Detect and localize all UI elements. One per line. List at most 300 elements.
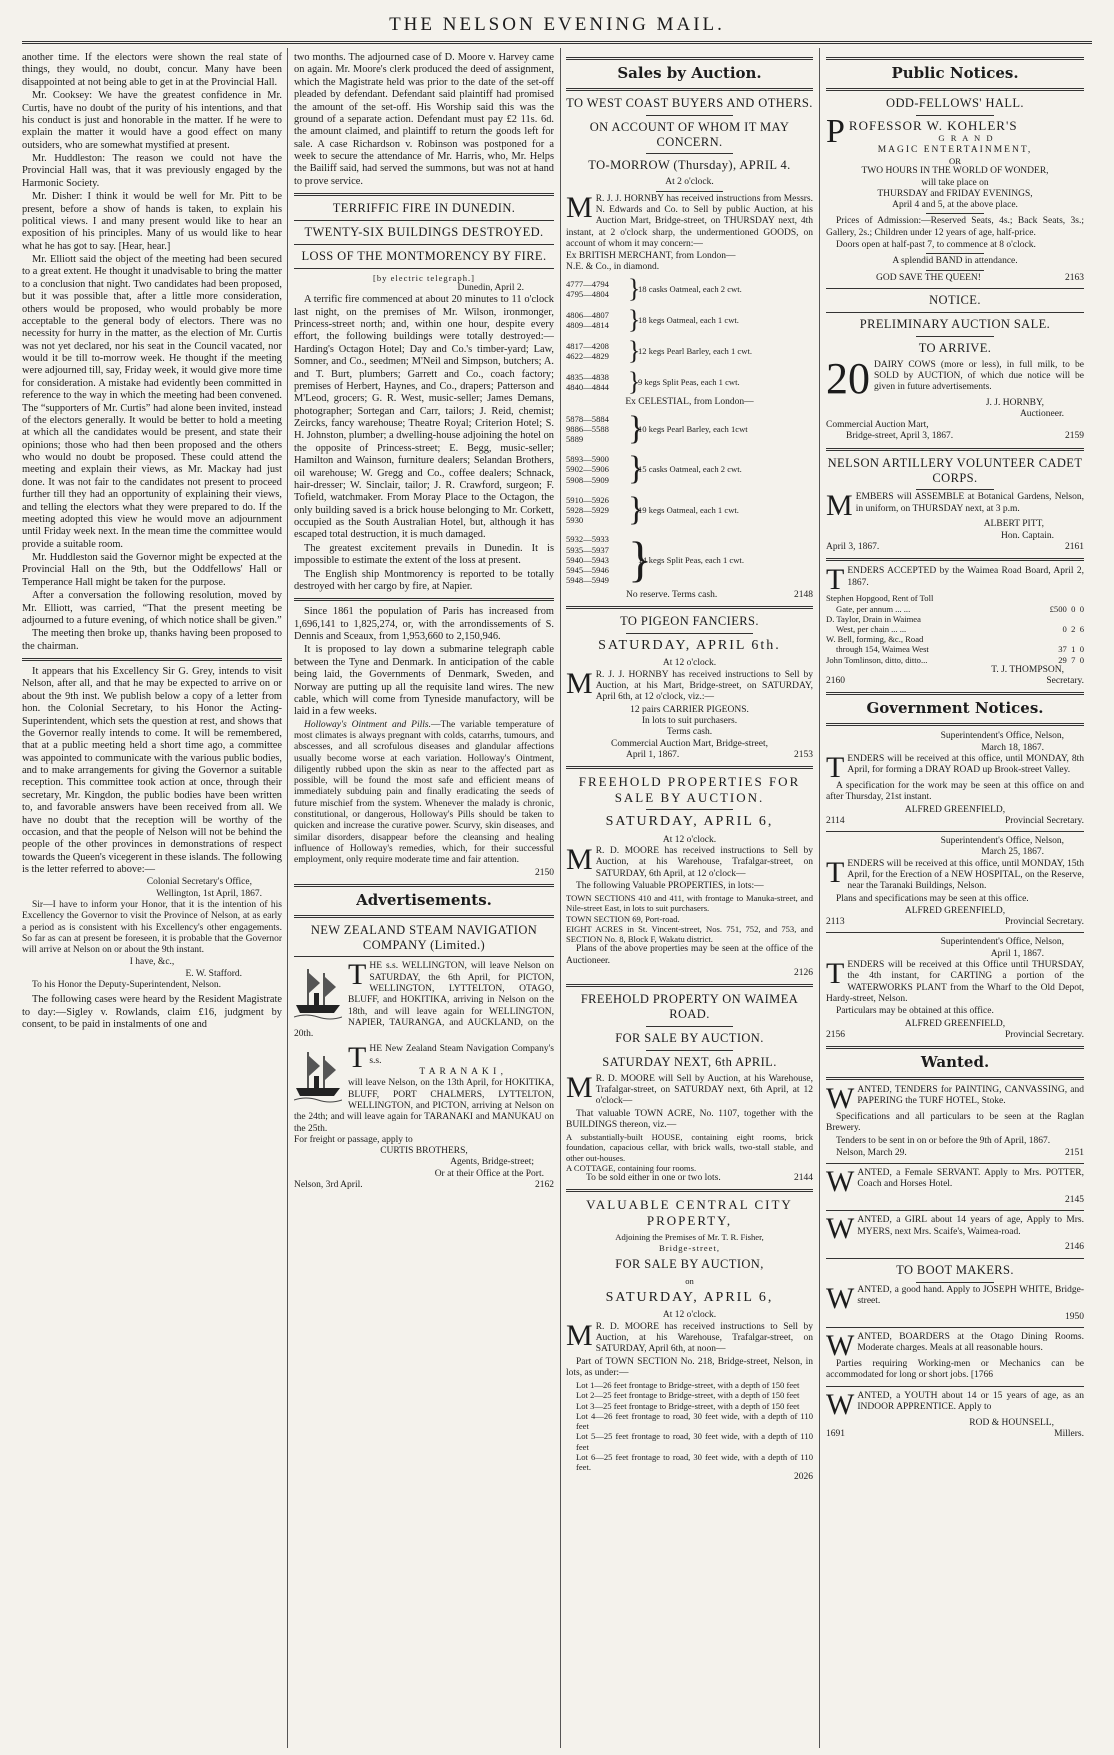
tender-amount: £500 0 0 (1049, 603, 1084, 614)
section-rule (566, 88, 813, 91)
brace-mark: } (628, 273, 641, 303)
signer-title: Secretary. (1046, 676, 1084, 687)
dropcap-letter: M (566, 1318, 593, 1352)
article-paragraph: Mr. Elliott said the object of the meeting had been secured to a great extent. He thought it unadvisable to bring the matter to a conclusion that night. Two candidates had been proposed, but it was possible that, after a little more consideration, others would be proposed, who would probably be more acceptable to the general body of electors. There was no necessity for hurry in the matter, as the election of Mr. Curtis was not yet declared, nor his seat in the Council vacated, nor would it be till to-morrow week. He thought if the meeting were adjourned till, say, Friday week, it would give more time for consideration. A mistake had evidently been committed in reference to the way in which the meeting had been convened. The “supporters of Mr. Curtis” had alone been invited, instead of the electors generally. It would be better to hold a meeting at which all the candidates would be present, and state their opinions; those who had then been proposed and the others who would no doubt be proposed. These could attend the meeting and explain their views, as Mr. Mackay had just done. It was not fair to the candidates not present to proceed further till they had an opportunity of explaining their views, and telling the electors what they were prepared to do. If the meeting adopted this view he would move an adjournment until Friday week next. In the mean time the committee would provide a suitable room. (22, 254, 282, 550)
dateline: Dunedin, April 2. (457, 282, 524, 293)
column-divider (560, 48, 561, 1748)
rule (626, 633, 753, 634)
dropcap-letter: W (826, 1387, 855, 1421)
dropcap-letter: W (826, 1082, 855, 1115)
lot-number: 4835—4838 (566, 371, 609, 382)
brace-mark: } (628, 335, 641, 365)
auction-date: SATURDAY, APRIL 6, (605, 814, 774, 830)
fire-headline: TERRIFFIC FIRE IN DUNEDIN. (332, 201, 516, 216)
notice-subheading: TO ARRIVE. (918, 340, 992, 355)
section-rule (826, 1077, 1084, 1080)
section-rule (566, 984, 813, 987)
lot-row (566, 409, 813, 449)
notice-body: ENDERS will be received at this office, until MONDAY, 8th April, for forming a DRAY ROAD up Brook-street Valley. (847, 753, 1084, 776)
lot-number: 4817—4208 (566, 340, 609, 351)
brace-mark: } (628, 450, 645, 488)
auction-heading: VALUABLE CENTRAL CITY PROPERTY, (586, 1197, 793, 1228)
wanted-text: Tenders to be sent in on or before the 9th of April, 1867. (836, 1135, 1051, 1146)
lot-row (566, 305, 813, 336)
letter-addressee: To his Honor the Deputy-Superintendent, Nelson. (32, 980, 222, 991)
rule (294, 268, 554, 269)
ship-mark: N.E. & Co., in diamond. (566, 262, 660, 273)
admission-prices: Prices of Admission:—Reserved Seats, 4s.; Back Seats, 3s.; Gallery, 2s.; Children under 12 years of age, half-price. (826, 216, 1084, 238)
rule (826, 1163, 1084, 1164)
nz-taranaki-intro: HE New Zealand Steam Navigation Company's s.s. (369, 1044, 554, 1066)
auction-subheading: FOR SALE BY AUCTION. (615, 1030, 764, 1045)
lot-row (566, 367, 813, 398)
ad-number: 2150 (535, 867, 554, 878)
lot-number: 5930 (566, 515, 584, 525)
tender-list (826, 593, 1084, 665)
auction-mart: Commercial Auction Mart, Bridge-street, (611, 738, 768, 749)
ship-origin: Ex CELESTIAL, from London— (625, 397, 754, 408)
office-line: Superintendent's Office, Nelson, (940, 731, 1064, 742)
column-divider (819, 48, 820, 1748)
ad-number: 2151 (1065, 1147, 1084, 1158)
agent-address: Agents, Bridge-street; (450, 1157, 534, 1168)
lot-row (566, 274, 813, 305)
article-paragraph: two months. The adjourned case of D. Moore v. Harvey came on again. Mr. Moore's clerk produced the deed of assignment, which the Magistrate held was prior to the date of the set-off pleaded by defendant. Defendant said plaintiff had promised the amount of the set-off. His Worship said this was the ground of a separate action. Defendant must pay £2 11s. 6d. the amount claimed, and plaintiff to return the goods left for sale. A case Richardson v. Robinson was postponed for a week to secure the attendance of Mr. Harris, who, Mr. Helps the Bailiff said, had served the summons, but was not at hand to prove service. (294, 52, 554, 187)
section-rule (566, 57, 813, 60)
wanted-body: ANTED, a Female SERVANT. Apply to Mrs. POTTER, Coach and Horses Hotel. (857, 1168, 1084, 1190)
dropcap-letter: W (826, 1165, 855, 1199)
auction-subheading: ON ACCOUNT OF WHOM IT MAY CONCERN. (589, 119, 790, 149)
signer-name: T. J. THOMPSON, (991, 664, 1064, 675)
auction-plans: Plans of the above properties may be seen at the office of the Auctioneer. (566, 944, 813, 966)
auction-terms: To be sold either in one or two lots. (586, 1173, 721, 1184)
auction-date: SATURDAY, APRIL 6th. (598, 637, 781, 653)
ad-number: 2153 (794, 749, 813, 760)
notice-body: ENDERS ACCEPTED by the Waimea Road Board, April 2, 1867. (847, 566, 1084, 588)
section-rule (826, 88, 1084, 91)
article-paragraph: It appears that his Excellency Sir G. Grey, intends to visit Nelson, after all, and that he may be expected to arrive on or about the 9th inst. We publish below a copy of a letter from hon. the Colonial Secretary, to his Honor the Acting-Superintendent, which sets the question at rest, and shows that the Governor really intends to come. It will be remembered, that at a public meeting held a short time ago, a committee was appointed to communicate with the various public bodies, and to make arrangements for giving the Governor a suitable reception. This committee took action at once, through their secretary, Mr. Kingdon, the public bodies have been written to, and favorable answers have been received from all. We have no doubt that the reception will be worthy of the occasion, and that the people of Nelson will not be behind the people of the other provinces in demonstrations of respect towards the Queen's vicegerent in these islands. The following is the letter referred to above:— (22, 666, 282, 875)
show-dates: April 4 and 5, at the above place. (892, 200, 1018, 211)
tender-detail: West, per chain ... ... (836, 624, 907, 635)
section-rule (826, 1046, 1084, 1049)
column-1 (22, 52, 282, 1752)
rule (926, 213, 984, 214)
tender-name: D. Taylor, Drain in Waimea (826, 613, 921, 624)
office-line: Superintendent's Office, Nelson, (940, 937, 1064, 948)
notice-body: ENDERS will be received at this Office until THURSDAY, the 4th instant, for CARTING a portion of the WATERWORKS PLANT from the Wharf to the Old Depot, Hardy-street, Nelson. (826, 960, 1084, 1004)
lot-number: 5940—5943 (566, 554, 609, 565)
holloway-title: Holloway's Ointment and Pills. (304, 719, 431, 730)
lot-item: Lot 6—25 feet frontage to road, 30 feet wide, with a depth of 110 feet. (576, 1451, 813, 1472)
article-paragraph: It is proposed to lay down a submarine telegraph cable between the Tyne and Denmark. In anticipation of the cable being laid, the Governments of Denmark, Sweden, and Norway are putting up all the requisite land wires. The new cable, which will come from Tyneside manufactory, will be laid in a few weeks. (294, 644, 554, 718)
tender-row (826, 593, 1084, 613)
ad-date: Nelson, March 29. (836, 1147, 907, 1158)
lot-number: 5910—5926 (566, 494, 609, 505)
grand-label: G R A N D (938, 133, 995, 144)
lot-description: 18 kegs Oatmeal, each 1 cwt. (638, 315, 739, 326)
auction-text: That valuable TOWN ACRE, No. 1107, together with the BUILDINGS thereon, viz.— (566, 1108, 813, 1130)
section-rule (566, 766, 813, 769)
article-paragraph: A terrific fire commenced at about 20 minutes to 11 o'clock last night, on the premises of Mr. Wilson, ironmonger, Princess-street north; and, within one hour, despite every effort, the following buildings were totally destroyed:—Harding's Octagon Hotel; Day and Co.'s timber-yard; Law, Somner, and Co., seedmen; M'Neil and Simpson, butchers; A. and T. Burt, plumbers; Garrett and Co., coach factory; premises of Herbert, Haynes, and Co., drapers; Patterson and M'Leod, grocers; G. R. West, music-seller; James Demans, photographer; Sortegan and Carr, tailors; J. Reid, chemist; Zeircks, fancy warehouse; Theatre Royal; Criterion Hotel; S. H. Johnston, plumber; a dwelling-house adjoining the hotel on the opposite of Princess-street; E. Begg, music-seller; Hamilton and Wainson, furniture dealers; Selandan Brothers, oil warehouse; W. Gregg and Co., coffee dealers; Schnack, hair-dresser; W. Sinclair, tailor; J. R. Crawford, surgeon; F. Tofield, watchmaker. From Moray Place to the Octagon, the only building saved is a brick house belonging to Mr. Corkett, occupied as the South Australian Hotel, but, although it has escaped total destruction, it is much damaged. (294, 294, 554, 541)
column-2 (294, 52, 554, 1752)
lot-number: 5932—5933 (566, 534, 609, 545)
lot-description: 18 casks Oatmeal, each 2 cwt. (638, 284, 742, 295)
auction-lots: In lots to suit purchasers. (641, 715, 738, 726)
letter-signature: E. W. Stafford. (185, 968, 242, 979)
show-days: THURSDAY and FRIDAY EVENINGS, (877, 188, 1033, 199)
notice-heading: ODD-FELLOWS' HALL. (886, 95, 1024, 110)
wanted-body: ANTED, a YOUTH about 14 or 15 years of age, as an INDOOR APPRENTICE. Apply to (857, 1390, 1084, 1412)
ad-number: 2156 (826, 1029, 845, 1040)
section-rule (566, 606, 813, 609)
fire-subheadline: TWENTY-SIX BUILDINGS DESTROYED. (304, 225, 544, 239)
lot-description: 9 kegs Split Peas, each 1 cwt. (638, 376, 740, 387)
section-heading-advertisements: Advertisements. (356, 890, 492, 909)
notice-heading: TO BOOT MAKERS. (896, 1262, 1014, 1277)
auction-time: At 12 o'clock. (662, 1310, 717, 1321)
section-rule (826, 57, 1084, 60)
rule (646, 809, 733, 810)
article-paragraph: After a conversation the following resolution, moved by Mr. Elliott, was carried, “That the present meeting be adjourned to a future evening, of which notice shall be given.” (22, 590, 282, 626)
ad-number: 2113 (826, 917, 845, 928)
auction-body: R. D. MOORE has received instructions to Sell by Auction, at his Warehouse, Trafalgar-street, on SATURDAY, April 6th, at noon— (595, 1321, 813, 1355)
fire-subheadline: LOSS OF THE MONTMORENCY BY FIRE. (301, 248, 547, 263)
nz-wellington-text: HE s.s. WELLINGTON, will leave Nelson on SATURDAY, the 6th April, for PICTON, WELLINGTON, LYTTELTON, OTAGO, BLUFF, and HOKITIKA, arriving in Nelson on the 18th, and will leave again for WELLINGTON, NAPIER, TAURANGA, and AUCKLAND, on the 20th. (294, 961, 554, 1040)
auction-body: R. J. J. HORNBY has received instructions from Messrs. N. Edwards and Co. to Sell by public Auction, at his Auction Mart, Bridge-street, on THURSDAY next, 4th instant, at 2 o'clock sharp, the undermentioned GOODS, on account of whom it may concern:— (566, 193, 813, 249)
dropcap-letter: W (826, 1212, 855, 1246)
ad-number: 2144 (794, 1173, 813, 1184)
tender-amount: 37 1 0 (1058, 644, 1084, 655)
rule (826, 932, 1084, 933)
lot-description: 10 kegs Pearl Barley, each 1cwt (638, 423, 748, 434)
article-paragraph: The greatest excitement prevails in Dunedin. It is impossible to estimate the extent of the loss at present. (294, 542, 554, 567)
or-label: OR (949, 156, 961, 167)
section-rule (22, 658, 282, 661)
lot-number: 4777—4794 (566, 278, 609, 289)
lot-number: 5945—5946 (566, 564, 609, 575)
rule (826, 312, 1084, 313)
lot-list (566, 274, 813, 398)
article-paragraph: The meeting then broke up, thanks having been proposed to the chairman. (22, 628, 282, 652)
lot-number: 4622—4829 (566, 351, 609, 362)
section-rule (294, 598, 554, 601)
masthead (0, 0, 1114, 40)
signer-title: Provincial Secretary. (1004, 917, 1084, 928)
tender-row (826, 634, 1084, 654)
column-divider (287, 48, 288, 1748)
notice-text: A specification for the work may be seen at this office on and after Thursday, 21st instant. (826, 780, 1084, 803)
rule (294, 244, 554, 245)
property-item: A COTTAGE, containing four rooms. (566, 1162, 697, 1173)
section-rule (294, 884, 554, 887)
auction-subheading: FOR SALE BY AUCTION, (615, 1256, 764, 1271)
lot-row (566, 449, 813, 489)
office-date: March 18, 1867. (981, 742, 1044, 753)
section-rule (826, 448, 1084, 451)
ad-number: 2159 (1065, 431, 1084, 442)
lot-number: 5902—5906 (566, 464, 609, 475)
rule (926, 270, 984, 271)
auction-heading: FREEHOLD PROPERTY ON WAIMEA ROAD. (580, 992, 799, 1022)
magic-title: MAGIC ENTERTAINMENT, (877, 144, 1033, 155)
ad-number: 2026 (794, 1472, 813, 1483)
cows-count: 20 (826, 353, 870, 403)
tender-amount: 0 2 6 (1062, 624, 1084, 635)
lot-number: 5893—5900 (566, 454, 609, 465)
nz-taranaki-text: will leave Nelson, on the 13th April, for HOKITIKA, BLUFF, PORT CHALMERS, LYTTELTON, WELLINGTON, and PICTON, arriving at Nelson on the 24th; and will leave again for TARANAKI and MANUKAU on the 25th. (294, 1078, 554, 1134)
dropcap-letter: T (826, 957, 845, 991)
section-heading-public-notices: Public Notices. (891, 64, 1019, 82)
lot-description: 15 casks Oatmeal, each 2 cwt. (638, 464, 742, 475)
section-rule (826, 558, 1084, 561)
dropcap-letter: M (566, 666, 593, 700)
property-item: EIGHT ACRES in St. Vincent-street, Nos. 751, 752, and 753, and SECTION No. 8, Block F, Wakatu district. (566, 923, 813, 945)
ship-name: T A R A N A K I , (419, 1067, 504, 1078)
steamship-icon (294, 963, 342, 1021)
ad-number: 2162 (535, 1180, 554, 1191)
masthead-rule (22, 41, 1092, 44)
lot-list (566, 409, 813, 590)
auction-heading: TO PIGEON FANCIERS. (620, 613, 759, 628)
wanted-body: ANTED, a good hand. Apply to JOSEPH WHITE, Bridge-street. (857, 1284, 1084, 1306)
ad-number: 1950 (1065, 1311, 1084, 1322)
ad-number: 2145 (1065, 1195, 1084, 1206)
lot-number: 4795—4804 (566, 289, 609, 300)
article-paragraph: The English ship Montmorency is reported to be totally destroyed with her cargo by fire, at Napier. (294, 568, 554, 592)
brace-mark: } (628, 490, 645, 528)
rule (294, 220, 554, 221)
signer-title: Provincial Secretary. (1004, 815, 1084, 826)
ad-number: [1766 (970, 1370, 994, 1381)
notice-body: ENDERS will be received at this office, until MONDAY, 15th April, for the Erection of a NEW HOSPITAL, on the Reserve, near the Taranaki Buildings, Nelson. (847, 858, 1084, 892)
brace-mark: } (628, 304, 641, 334)
signer-name: ALFRED GREENFIELD, (904, 804, 1006, 815)
notice-text: Particulars may be obtained at this office. (836, 1006, 994, 1017)
lot-number: 9886—5588 (566, 423, 609, 434)
lot-number: 4809—4814 (566, 320, 609, 331)
lot-number: 5878—5884 (566, 413, 609, 424)
tender-detail: through 154, Waimea West (836, 644, 929, 655)
ad-number: 1691 (826, 1428, 845, 1439)
lot-item: Lot 2—25 feet frontage to Bridge-street, with a depth of 150 feet (576, 1390, 800, 1401)
auction-heading: TO WEST COAST BUYERS AND OTHERS. (566, 95, 813, 110)
wonder-title: TWO HOURS IN THE WORLD OF WONDER, (861, 166, 1049, 177)
auction-date: SATURDAY NEXT, 6th APRIL. (602, 1054, 777, 1069)
doors-time: Doors open at half-past 7, to commence at 8 o'clock. (836, 240, 1036, 251)
dropcap-letter: T (826, 855, 845, 889)
letter-close: I have, &c., (129, 957, 175, 968)
agent-name: CURTIS BROTHERS, (380, 1146, 468, 1157)
auction-date: TO-MORROW (Thursday), APRIL 4. (588, 158, 791, 173)
ad-number: 2161 (1065, 542, 1084, 553)
lot-number: 5948—5949 (566, 575, 609, 586)
rule (826, 1258, 1084, 1259)
office-date: April 1, 1867. (990, 948, 1044, 959)
auction-adjoining-street: Bridge-street, (658, 1242, 720, 1253)
signer-name: ALBERT PITT, (983, 519, 1044, 530)
section-rule (294, 915, 554, 918)
professor-name: ROFESSOR W. KOHLER'S (848, 117, 1018, 133)
steamship-icon (294, 1046, 342, 1104)
god-save-line: GOD SAVE THE QUEEN! (876, 272, 981, 283)
newspaper-title: THE NELSON EVENING MAIL. (389, 14, 725, 35)
tender-detail: Gate, per annum ... ... (836, 603, 911, 614)
dropcap-letter: M (566, 843, 593, 877)
brace-mark: } (628, 531, 652, 588)
brace-mark: } (628, 366, 641, 396)
office-line: Superintendent's Office, Nelson, (940, 836, 1064, 847)
rule (826, 1327, 1084, 1328)
band-line: A splendid BAND in attendance. (892, 256, 1018, 267)
dropcap-letter: M (826, 489, 853, 523)
auction-follow: The following Valuable PROPERTIES, in lots:— (576, 880, 764, 891)
lot-row (566, 530, 813, 590)
dropcap-letter: T (348, 1041, 367, 1075)
office-date: March 25, 1867. (981, 847, 1044, 858)
signer-title: Millers. (1054, 1428, 1084, 1439)
auction-item: 12 pairs CARRIER PIGEONS. (630, 704, 749, 715)
article-paragraph: The following cases were heard by the Resident Magistrate to day:—Sigley v. Rowlands, claim £16, judgment by consent, to be paid in instalments of one and (22, 994, 282, 1031)
article-paragraph: Since 1861 the population of Paris has increased from 1,696,141 to 1,825,274, or, with the arrondissements of S. Dennis and Sceaux, from 1,953,660 to 2,150,946. (294, 606, 554, 643)
ad-number: 2163 (1065, 272, 1084, 283)
tender-row (826, 655, 1084, 665)
auction-body: R. D. MOORE has received instructions to Sell by Auction, at his Warehouse, Trafalgar-street, on SATURDAY, 6th April, at 12 o'clock— (595, 846, 813, 879)
agent-office: Or at their Office at the Port. (434, 1168, 544, 1179)
rule (916, 336, 994, 337)
auction-body: R. D. MOORE will Sell by Auction, at his Warehouse, Trafalgar-street, on SATURDAY next, 6th April, at 12 o'clock— (595, 1073, 813, 1107)
signer-title: Hon. Captain. (1000, 530, 1054, 541)
signer-name: ALFRED GREENFIELD, (904, 1018, 1006, 1029)
auction-time: At 2 o'clock. (665, 177, 714, 188)
section-heading-sales: Sales by Auction. (617, 64, 762, 82)
lot-item: Lot 5—25 feet frontage to road, 30 feet wide, with a depth of 110 feet (576, 1431, 813, 1452)
auction-terms: Terms cash. (666, 727, 713, 738)
rule (656, 191, 723, 192)
ad-date: April 3, 1867. (826, 542, 880, 553)
column-4 (826, 52, 1084, 1752)
lot-item: Lot 1—26 feet frontage to Bridge-street, with a depth of 150 feet (576, 1380, 800, 1391)
nz-steam-heading: NEW ZEALAND STEAM NAVIGATION COMPANY (Limited.) (310, 922, 538, 952)
ship-origin: Ex BRITISH MERCHANT, from London— (566, 251, 736, 262)
section-rule (566, 1189, 813, 1192)
lot-number: 5889 (566, 434, 584, 445)
auction-terms: No reserve. Terms cash. (626, 589, 718, 600)
letter-body: Sir—I have to inform your Honor, that it is the intention of his Excellency the Governor to visit the Province of Nelson, at as early a period as is consistent with his Excellency's other engagements. So far as can at present be foreseen, it is probable that the Governor will arrive at Nelson on or about the 9th instant. (22, 899, 282, 956)
section-heading-government-notices: Government Notices. (866, 699, 1044, 718)
lot-number: 4840—4844 (566, 382, 609, 392)
lot-description: 12 kegs Pearl Barley, each 1 cwt. (638, 345, 752, 356)
article-paragraph: Mr. Huddleston: The reason we could not have the Provincial Hall was, that it was previously engaged by the Harmonic Society. (22, 153, 282, 189)
lot-number: 4806—4807 (566, 309, 609, 320)
auctioneer-name: J. J. HORNBY, (985, 397, 1044, 408)
auction-time: At 12 o'clock. (662, 658, 717, 669)
rule (646, 1050, 733, 1051)
dropcap-letter: M (566, 1070, 593, 1104)
rule (826, 1386, 1084, 1387)
cows-text: DAIRY COWS (more or less), in full milk, to be SOLD by AUCTION, of which due notice will be given in future advertisements. (874, 359, 1084, 393)
signer-name: ALFRED GREENFIELD, (904, 905, 1006, 916)
mart-name: Commercial Auction Mart, (826, 420, 929, 431)
ad-number: 2114 (826, 815, 845, 826)
auctioneer-title: Auctioneer. (1019, 408, 1064, 419)
rule (826, 288, 1084, 289)
letter-date: Wellington, 1st April, 1867. (156, 888, 262, 899)
tender-amount: 29 7 0 (1058, 654, 1084, 665)
brace-mark: } (628, 409, 645, 447)
mart-date: Bridge-street, April 3, 1867. (846, 431, 954, 442)
dropcap-letter: T (348, 958, 367, 992)
auction-on: on (685, 1275, 694, 1286)
rule (916, 1282, 994, 1283)
property-item: TOWN SECTIONS 410 and 411, with frontage to Manuka-street, and Nile-street East, in lots to suit purchasers. (566, 893, 813, 914)
telegraph-line: [by electric telegraph.] (372, 272, 475, 283)
rule (826, 1210, 1084, 1211)
notice-body: EMBERS will ASSEMBLE at Botanical Gardens, Nelson, in uniform, on THURSDAY next, at 3 p.m. (855, 492, 1084, 514)
section-rule (826, 692, 1084, 695)
section-rule (826, 723, 1084, 726)
article-paragraph: Mr. Disher: I think it would be well for Mr. Pitt to be present, before a show of hands is taken, to explain his political views. I and many present would like to hear an exposition of his principles. Many of us would like to hear what he has got to say. [Hear, hear.] (22, 191, 282, 252)
property-item: A substantially-built HOUSE, containing eight rooms, brick foundation, capacious cellar, with brick walls, two-stall stable, and other out-houses. (566, 1132, 813, 1163)
ad-number: 2160 (826, 676, 845, 687)
auction-time: At 12 o'clock. (662, 834, 717, 845)
rule (926, 253, 984, 254)
article-paragraph: another time. If the electors were shown the real state of things, they would, no doubt, concur. Many have been disappointed at not being able to get in at the Provincial Hall. (22, 52, 282, 88)
tender-row (826, 614, 1084, 634)
tender-name: John Tomlinson, ditto, ditto... (826, 654, 928, 665)
article-paragraph: Mr. Cooksey: We have the greatest confidence in Mr. Curtis, have no doubt of the purity of his intentions, and that his conduct is just and honorable in the matter. If he were to explain the matter it would have a good effect on many outsiders, who are somewhat mystified at present. (22, 90, 282, 151)
letter-heading: Colonial Secretary's Office, (146, 877, 252, 888)
lot-row (566, 490, 813, 530)
notice-heading: PRELIMINARY AUCTION SALE. (859, 316, 1051, 331)
auction-body: R. J. J. HORNBY has received instructions to Sell by Auction, at his Mart, Bridge-street, on SATURDAY, April 6th, at 12 o'clock, viz.:— (595, 669, 813, 703)
lot-row (566, 336, 813, 367)
wanted-text: Specifications and all particulars to be seen at the Raglan Brewery. (826, 1112, 1084, 1134)
wanted-body: ANTED, a GIRL about 14 years of age, Apply to Mrs. MYERS, next Mrs. Scaife's, Waimea-road. (857, 1215, 1084, 1237)
rule (294, 956, 554, 957)
rule (646, 1026, 733, 1027)
article-paragraph: Mr. Huddleston said the Governor might be expected at the Provincial Hall on the 9th, but the Oddfellows' Hall or Temperance Hall might be taken for the purpose. (22, 552, 282, 588)
ad-number: 2146 (1065, 1242, 1084, 1253)
notice-heading: NELSON ARTILLERY VOLUNTEER CADET CORPS. (827, 455, 1083, 485)
column-3 (566, 52, 813, 1752)
rule (916, 115, 994, 116)
tender-name: W. Bell, forming, &c., Road (826, 634, 924, 645)
auction-date: SATURDAY, APRIL 6, (605, 1289, 774, 1305)
ad-date: April 1, 1867. (626, 749, 680, 760)
lot-item: Lot 4—26 feet frontage to road, 30 feet wide, with a depth of 110 feet (576, 1410, 813, 1432)
rule (916, 489, 994, 490)
rule (826, 831, 1084, 832)
dropcap-letter: P (826, 112, 846, 150)
notice-heading: NOTICE. (929, 292, 981, 307)
lot-list (566, 1380, 813, 1472)
signer-name: ROD & HOUNSELL, (969, 1417, 1054, 1428)
lot-number: 5935—5937 (566, 544, 609, 555)
dropcap-letter: W (826, 1328, 855, 1362)
ad-number: 2148 (794, 589, 813, 600)
auction-text: Part of TOWN SECTION No. 218, Bridge-street, Nelson, in lots, as under:— (566, 1356, 813, 1378)
lot-number: 5908—5909 (566, 474, 609, 485)
dropcap-letter: T (826, 750, 845, 784)
will-take-place: will take place on (921, 177, 989, 188)
ad-date: Nelson, 3rd April. (294, 1180, 363, 1191)
freight-line: For freight or passage, apply to (294, 1134, 413, 1145)
rule (646, 115, 733, 116)
property-item: TOWN SECTION 69, Port-road. (566, 913, 680, 924)
lot-description: 19 kegs Oatmeal, each 1 cwt. (638, 504, 739, 515)
auction-heading: FREEHOLD PROPERTIES FOR SALE BY AUCTION. (578, 774, 801, 805)
dropcap-letter: M (566, 190, 593, 224)
